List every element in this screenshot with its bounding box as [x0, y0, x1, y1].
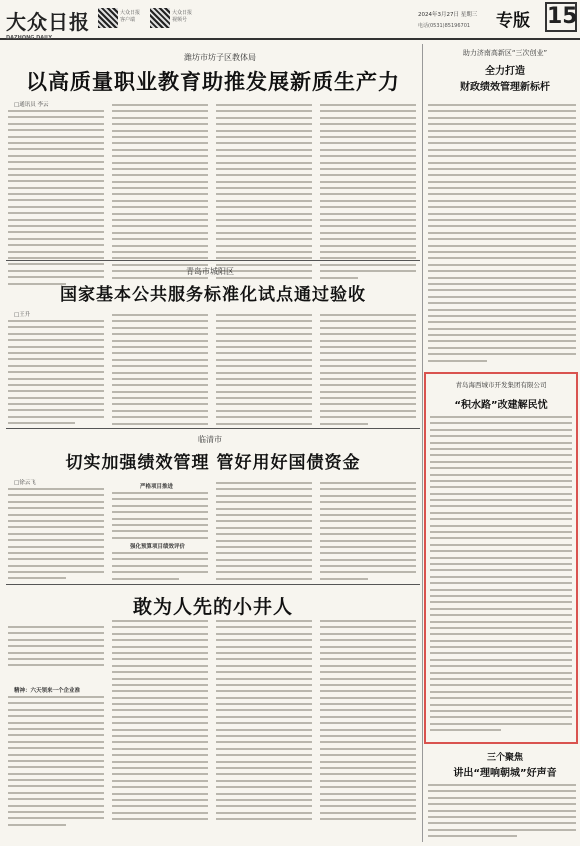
right1-title-line1: 全力打造 — [485, 66, 525, 77]
article4-col2 — [112, 620, 208, 825]
article4-headline: 敢为人先的小井人 — [132, 596, 293, 618]
article4-col1 — [8, 626, 104, 671]
article4-col1b — [8, 696, 104, 830]
article3-headline: 切实加强绩效管理 管好用好国债资金 — [65, 453, 361, 473]
section-divider — [6, 428, 420, 429]
article1-headline: 以高质量职业教育助推发展新质生产力 — [26, 70, 400, 94]
article2-col1 — [8, 320, 104, 429]
article2-byline: □王升 — [14, 312, 31, 318]
article2-col4 — [320, 314, 416, 429]
article3-kicker: 临清市 — [198, 435, 222, 444]
qr-label: 大众日报 客户端 — [120, 10, 141, 23]
column-divider — [422, 44, 423, 842]
article3-col2b — [112, 552, 208, 584]
right1-title-line2: 财政绩效管理新标杆 — [460, 82, 550, 93]
article2-kicker: 青岛市城阳区 — [186, 267, 234, 276]
article4-col3 — [216, 620, 312, 825]
article1-col3 — [216, 104, 312, 283]
article4-subhead: 精神：六天领来一个企业准 — [14, 688, 81, 694]
right1-body — [428, 104, 576, 366]
qr-code-icon — [98, 8, 118, 28]
article3-col1 — [8, 488, 104, 584]
issue-date: 2024年3月27日 星期三 — [418, 12, 478, 18]
article2-col3 — [216, 314, 312, 429]
article1-col1 — [8, 110, 104, 289]
article1-col2 — [112, 104, 208, 283]
section-label: 专版 — [496, 11, 530, 31]
article2-headline: 国家基本公共服务标准化试点通过验收 — [60, 285, 366, 305]
article3-subhead: 严格项目推进 — [140, 484, 174, 490]
article2-col2 — [112, 314, 208, 429]
section-divider — [6, 584, 420, 585]
page-number: 15 — [545, 2, 577, 32]
right1-kicker: 助力济南高新区“三次创业” — [462, 49, 548, 57]
right3-title: 讲出“理响朝城”好声音 — [453, 768, 557, 779]
box-title: “积水路”改建解民忧 — [454, 400, 548, 411]
article3-subhead: 强化预算项目绩效评价 — [130, 544, 186, 550]
article4-col4 — [320, 620, 416, 825]
box-body — [430, 416, 572, 736]
section-divider — [6, 260, 420, 261]
article1-kicker: 潍坊市坊子区教体局 — [184, 53, 256, 62]
contact-line: 电话(0531)85196701 — [418, 23, 471, 29]
article3-col4 — [320, 482, 416, 584]
qr-code-icon — [150, 8, 170, 28]
qr-label: 大众日报 视频号 — [172, 10, 193, 23]
article3-col2 — [112, 492, 208, 543]
box-kicker: 青岛海西城市开发集团有限公司 — [455, 381, 547, 389]
article1-col4 — [320, 104, 416, 283]
article1-byline: □通讯员 李云 — [14, 102, 49, 108]
article3-col3 — [216, 482, 312, 584]
article3-byline: □徐云飞 — [14, 480, 36, 486]
masthead — [0, 0, 580, 40]
newspaper-logo: 大众日报 DAZHONG DAILY — [6, 10, 90, 41]
right3-kicker: 三个聚焦 — [486, 753, 523, 763]
right3-body — [428, 784, 576, 842]
